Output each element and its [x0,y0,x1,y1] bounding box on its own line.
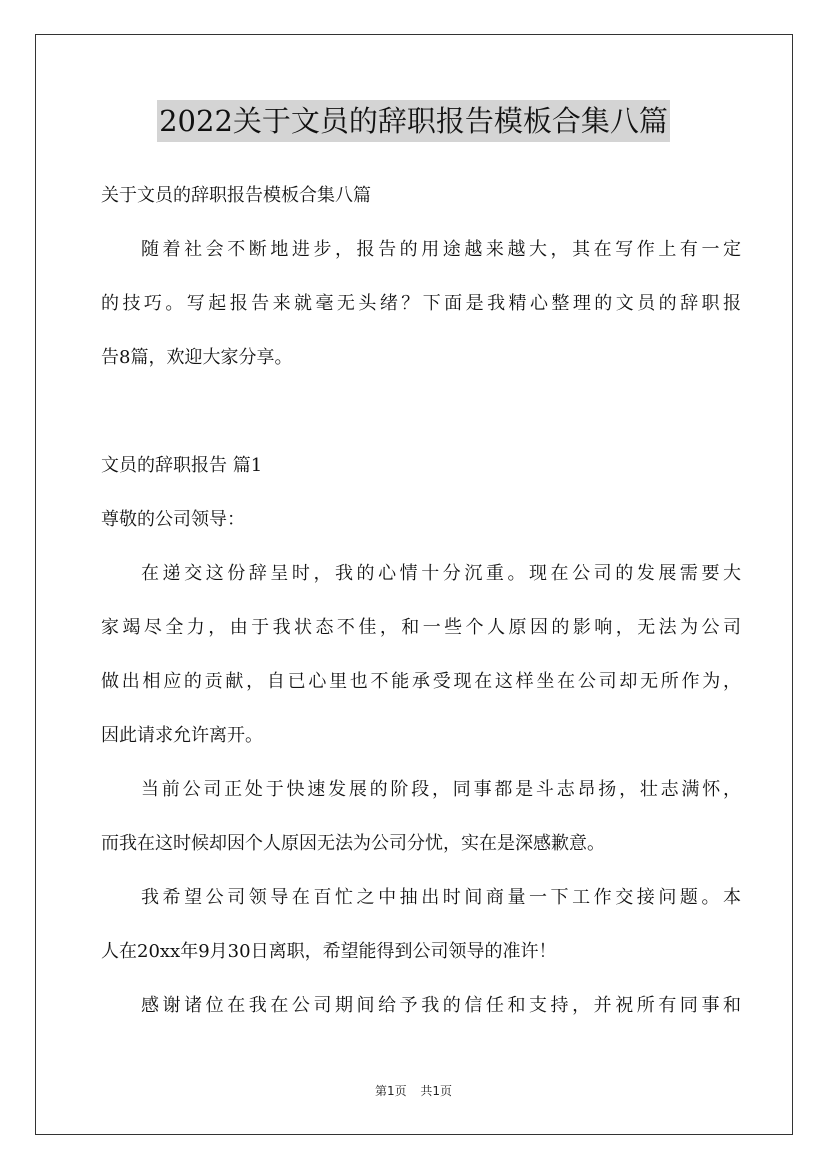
paragraph-line: 人在20xx年9月30日离职，希望能得到公司领导的准许！ [101,941,557,962]
paragraph-line: 做出相应的贡献，自已心里也不能承受现在这样坐在公司却无所作为， [101,671,741,692]
document-title-container [0,100,827,142]
paragraph-line: 而我在这时候却因个人原因无法为公司分忧，实在是深感歉意。 [101,833,605,854]
page-total: 共1页 [420,1084,453,1098]
salutation: 尊敬的公司领导： [101,509,245,530]
body-paragraph-4 [101,979,741,1033]
paragraph-line: 我希望公司领导在百忙之中抽出时间商量一下工作交接问题。本 [141,887,741,908]
body-paragraph-3 [101,871,741,979]
paragraph-line: 家竭尽全力，由于我状态不佳，和一些个人原因的影响，无法为公司 [101,617,741,638]
section-heading: 文员的辞职报告 篇1 [101,455,263,476]
document-body [101,169,741,1033]
body-paragraph-1 [101,547,741,763]
body-paragraph-2 [101,763,741,871]
intro-line: 的技巧。写起报告来就毫无头绪？下面是我精心整理的文员的辞职报 [101,293,741,314]
paragraph-line: 因此请求允许离开。 [101,725,263,746]
subtitle: 关于文员的辞职报告模板合集八篇 [101,185,371,206]
intro-paragraph [101,223,741,385]
blank-line [101,385,741,439]
page-number: 第1页 [374,1084,407,1098]
document-title: 2022关于文员的辞职报告模板合集八篇 [157,100,670,142]
paragraph-line: 感谢诸位在我在公司期间给予我的信任和支持，并祝所有同事和 [141,995,741,1016]
paragraph-line: 当前公司正处于快速发展的阶段，同事都是斗志昂扬，壮志满怀， [141,779,741,800]
page-footer [0,1082,827,1099]
paragraph-line: 在递交这份辞呈时，我的心情十分沉重。现在公司的发展需要大 [141,563,741,584]
intro-line: 告8篇，欢迎大家分享。 [101,347,293,368]
intro-line: 随着社会不断地进步，报告的用途越来越大，其在写作上有一定 [141,239,741,260]
